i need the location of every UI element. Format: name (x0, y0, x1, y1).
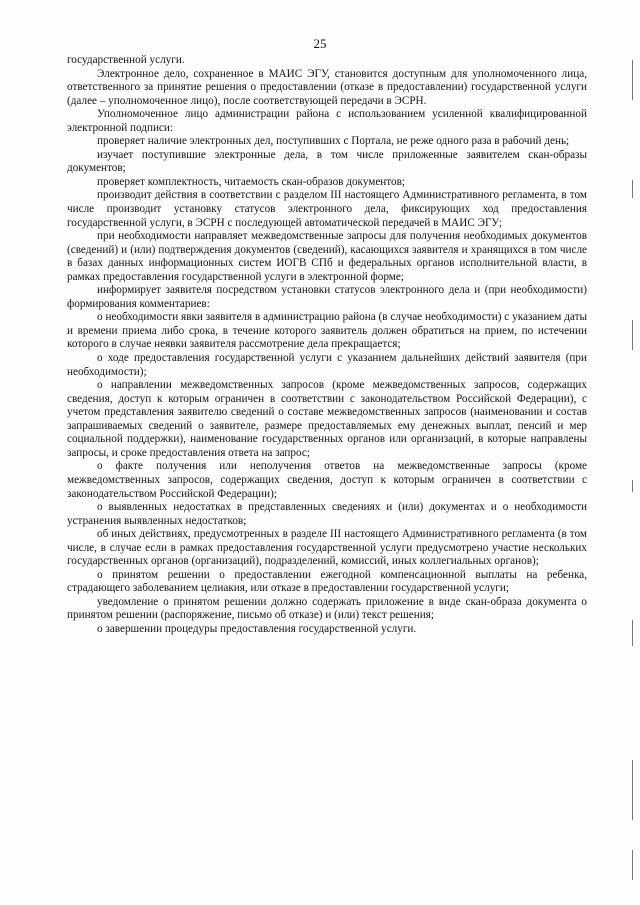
paragraph: Уполномоченное лицо администрации района с использованием усиленной квалифицированной электронной подписи: (67, 108, 587, 134)
paragraph: государственной услуги. (67, 54, 185, 66)
paragraph: информирует заявителя посредством установки статусов электронного дела и (при необходимости) формирования комментариев: (67, 284, 587, 310)
scan-edge-artifact (632, 60, 634, 880)
paragraph: изучает поступившие электронные дела, в том числе приложенные заявителем скан-образы документов; (67, 148, 587, 175)
paragraph: производит действия в соответствии с разделом III настоящего Административного регламента, в том числе производит установку статусов электронного дела, фиксирующих ход предоставления государственной услуги, в ЭСРН с последующей автоматической передачей в МАИС ЭГУ; (67, 189, 587, 229)
paragraph: уведомление о принятом решении должно содержать приложение в виде скан-образа документа о принятом решении (распоряжение, письмо об отказе) и (или) текст решения; (67, 595, 587, 622)
document-body (67, 54, 587, 637)
paragraph: о выявленных недостатках в представленных сведениях и (или) документах и о необходимости устранения выявленных недостатков; (67, 501, 587, 527)
paragraph: о завершении процедуры предоставления государственной услуги. (97, 622, 417, 635)
paragraph: Электронное дело, сохраненное в МАИС ЭГУ, становится доступным для уполномоченного лица, ответственного за принятие решения о предоставлении (отказе в предоставлении) государственной услуги (далее – уполномоченное лицо), после соответствующей передачи в ЭСРН. (67, 67, 587, 107)
page-number: 25 (313, 36, 327, 51)
paragraph: об иных действиях, предусмотренных в разделе III настоящего Административного регламента (в том числе, в случае если в рамках предоставления государственной услуги предусмотрено участие нескольких государственных органов (организаций), подразделений, комиссий, иных коллегиальных органов); (67, 528, 587, 568)
paragraph: при необходимости направляет межведомственные запросы для получения необходимых документов (сведений) и (или) подтверждения документов (сведений), касающихся заявителя и хранящихся в том числе в базах данных информационных систем ИОГВ СПб и федеральных органов исполнительной власти, в рамках предоставления государственной услуги в электронной форме; (67, 230, 587, 283)
paragraph: проверяет наличие электронных дел, поступивших с Портала, не реже одного раза в рабочий день; (97, 135, 570, 148)
paragraph: о необходимости явки заявителя в администрацию района (в случае необходимости) с указанием даты и времени приема либо срока, в течение которого заявитель должен обратиться на прием, по истечении которого в случае неявки заявителя рассмотрение дела прекращается; (67, 311, 587, 351)
paragraph: о факте получения или неполучения ответов на межведомственные запросы (кроме межведомственных запросов, содержащих сведения, доступ к которым ограничен в соответствии с законодательством Российской Федерации); (67, 460, 587, 500)
paragraph: о направлении межведомственных запросов (кроме межведомственных запросов, содержащих сведения, доступ к которым ограничен в соответствии с законодательством Российской Федерации), с учетом представления заявителю сведений о составе межведомственных запросов (наименовании и состав запрашиваемых сведений о заявителе, размере предоставляемых ему денежных выплат, пенсий и мер социальной поддержки), наименование государственных органов или организаций, в которые направлены запросы, и сроке предоставления ответа на запрос; (67, 379, 587, 459)
paragraph: о принятом решении о предоставлении ежегодной компенсационной выплаты на ребенка, страдающего заболеванием целиакия, или отказе в предоставлении государственной услуги; (67, 568, 587, 595)
paragraph: о ходе предоставления государственной услуги с указанием дальнейших действий заявителя (при необходимости); (67, 352, 587, 378)
paragraph: проверяет комплектность, читаемость скан-образов документов; (97, 175, 406, 188)
